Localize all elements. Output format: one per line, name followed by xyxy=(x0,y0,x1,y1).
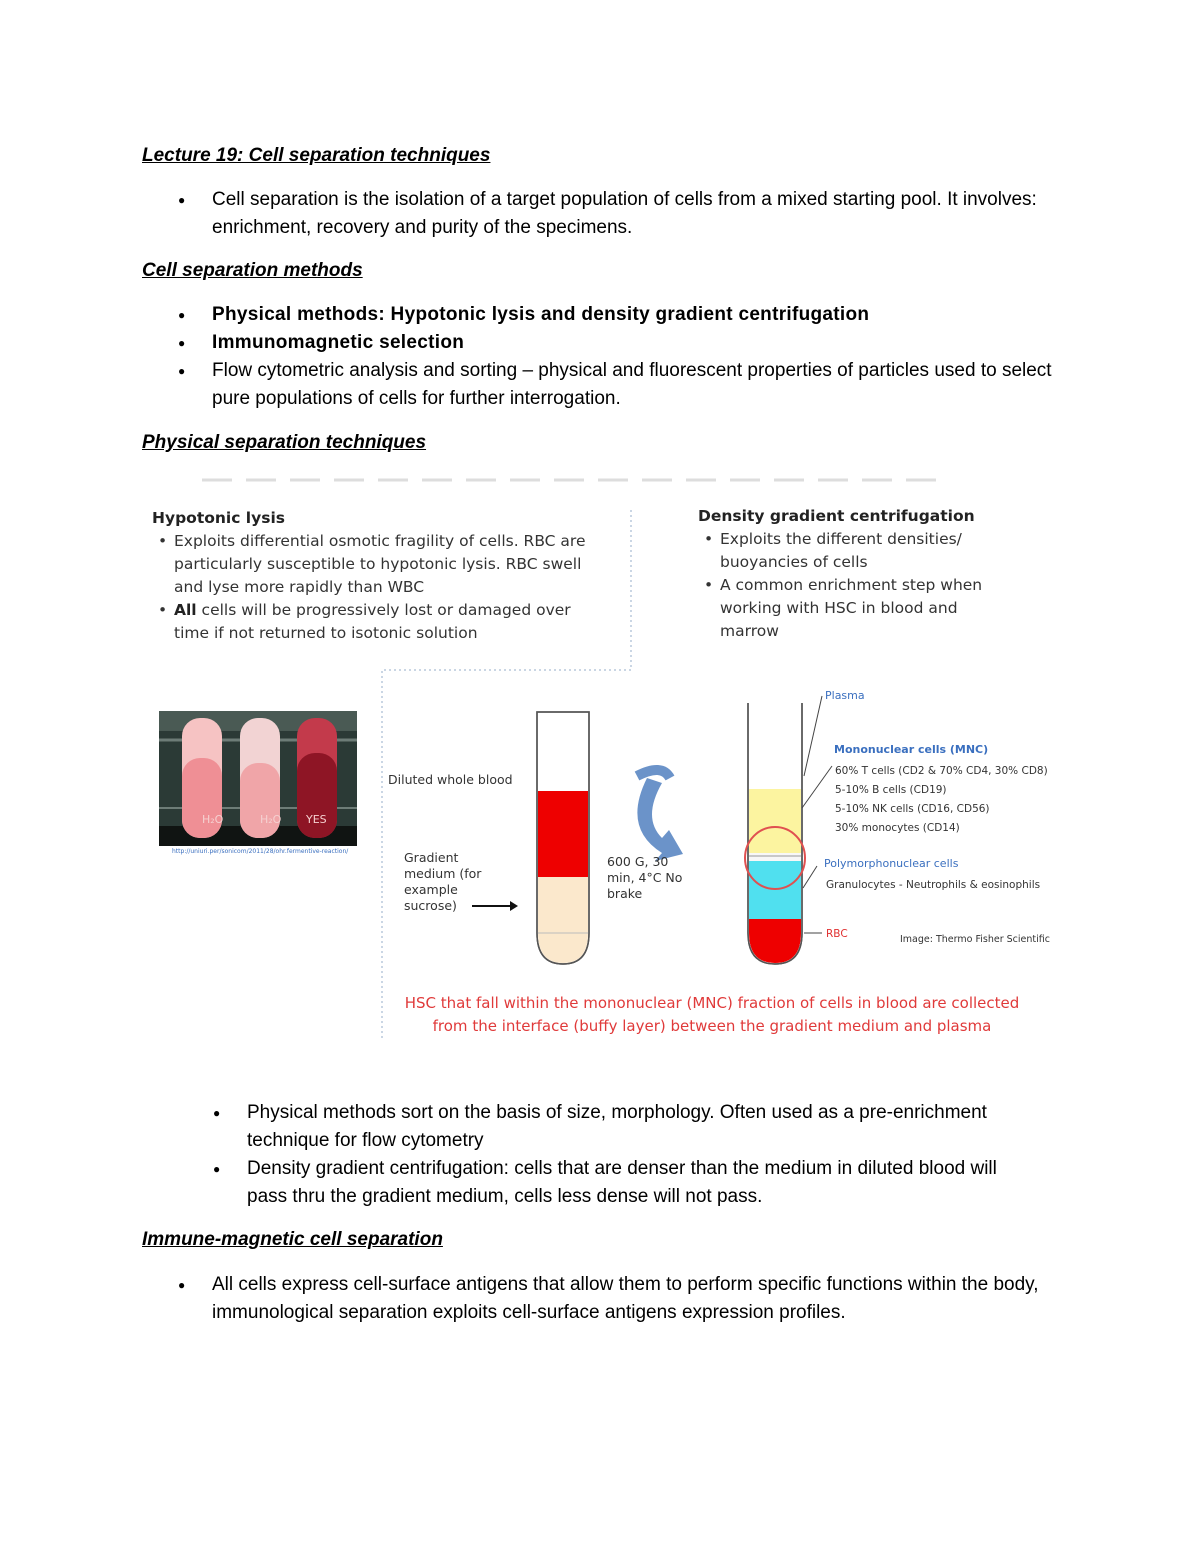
list-item: ● All cells express cell-surface antigens that allow them to perform specific functions within the body, immunological separation exploits cell-surface antigens expression profiles. xyxy=(142,1271,1082,1327)
immune-list xyxy=(142,1271,1082,1327)
lecture-title: Lecture 19: Cell separation techniques xyxy=(142,145,491,166)
density-title: Density gradient centrifugation xyxy=(698,507,975,525)
list-item: ● Physical methods sort on the basis of size, morphology. Often used as a pre-enrichment technique for flow cytometry xyxy=(142,1099,1042,1155)
arrow-head xyxy=(510,901,518,911)
mnc-list xyxy=(835,762,1048,838)
mnc-line: 5-10% NK cells (CD16, CD56) xyxy=(835,803,990,815)
list-item: ● Density gradient centrifugation: cells that are denser than the medium in diluted blood will pass thru the gradient medium, cells less dense will not pass. xyxy=(142,1155,1042,1211)
mnc-title: Mononuclear cells (MNC) xyxy=(834,743,989,756)
photo-source: http://uniuri.per/sonicom/2011/28/ohr.fermentive-reaction/ xyxy=(172,848,349,855)
plasma-label: Plasma xyxy=(825,689,865,702)
image-credit: Image: Thermo Fisher Scientific xyxy=(900,934,1050,945)
mnc-line: 60% T cells (CD2 & 70% CD4, 30% CD8) xyxy=(835,765,1048,777)
centrifuge-note: 600 G, 30 min, 4°C No brake xyxy=(607,854,683,901)
density-point: • Exploits the different densities/ buoyancies of cells xyxy=(698,528,1018,574)
figure-caption xyxy=(382,992,1042,1038)
physical-list xyxy=(142,1099,1042,1211)
tube-label: H₂O xyxy=(260,813,282,826)
lysis-photo xyxy=(159,711,357,846)
tube-before xyxy=(537,712,589,964)
list-item: ● Physical methods: Hypotonic lysis and density gradient centrifugation xyxy=(142,301,1052,329)
section-heading-methods: Cell separation methods xyxy=(142,260,363,281)
list-item: ● Flow cytometric analysis and sorting – physical and fluorescent properties of particles used to select pure populations of cells for further interrogation. xyxy=(142,357,1052,413)
mnc-line: 5-10% B cells (CD19) xyxy=(835,784,947,796)
gradient-label: Gradient medium (for example sucrose) xyxy=(404,850,482,913)
hypotonic-text xyxy=(152,507,592,645)
pointer-line xyxy=(803,866,817,888)
hypotonic-title: Hypotonic lysis xyxy=(152,509,285,527)
density-point: • A common enrichment step when working with HSC in blood and marrow xyxy=(698,574,1018,643)
mnc-line: 30% monocytes (CD14) xyxy=(835,822,960,834)
methods-list xyxy=(142,301,1052,413)
tube-after xyxy=(745,703,805,964)
hypotonic-point: • Exploits differential osmotic fragility of cells. RBC are particularly susceptible to hypotonic lysis. RBC swell and lyse more rapidly than WBC xyxy=(152,530,592,599)
pmn-title: Polymorphonuclear cells xyxy=(824,857,959,870)
pointer-line xyxy=(804,696,822,776)
list-item: ● Cell separation is the isolation of a target population of cells from a mixed starting pool. It involves: enrichment, recovery and purity of the specimens. xyxy=(142,186,1082,242)
intro-list xyxy=(142,186,1082,242)
hypotonic-point: • All cells will be progressively lost or damaged over time if not returned to isotonic solution xyxy=(152,599,592,645)
section-heading-immune: Immune-magnetic cell separation xyxy=(142,1229,443,1250)
tube-label: YES xyxy=(306,813,327,826)
rbc-label: RBC xyxy=(826,928,848,940)
caption-line: from the interface (buffy layer) between the gradient medium and plasma xyxy=(432,1017,992,1035)
pointer-line xyxy=(802,766,832,808)
rotation-arrow xyxy=(637,770,683,861)
physical-separation-figure xyxy=(142,478,1052,1048)
section-heading-physical: Physical separation techniques xyxy=(142,432,427,453)
pmn-line: Granulocytes - Neutrophils & eosinophils xyxy=(826,879,1041,891)
list-item: ● Immunomagnetic selection xyxy=(142,329,1052,357)
diluted-label: Diluted whole blood xyxy=(388,772,513,787)
density-text xyxy=(698,505,1018,643)
tube-label: H₂O xyxy=(202,813,224,826)
caption-line: HSC that fall within the mononuclear (MNC) fraction of cells in blood are collected xyxy=(404,994,1020,1012)
